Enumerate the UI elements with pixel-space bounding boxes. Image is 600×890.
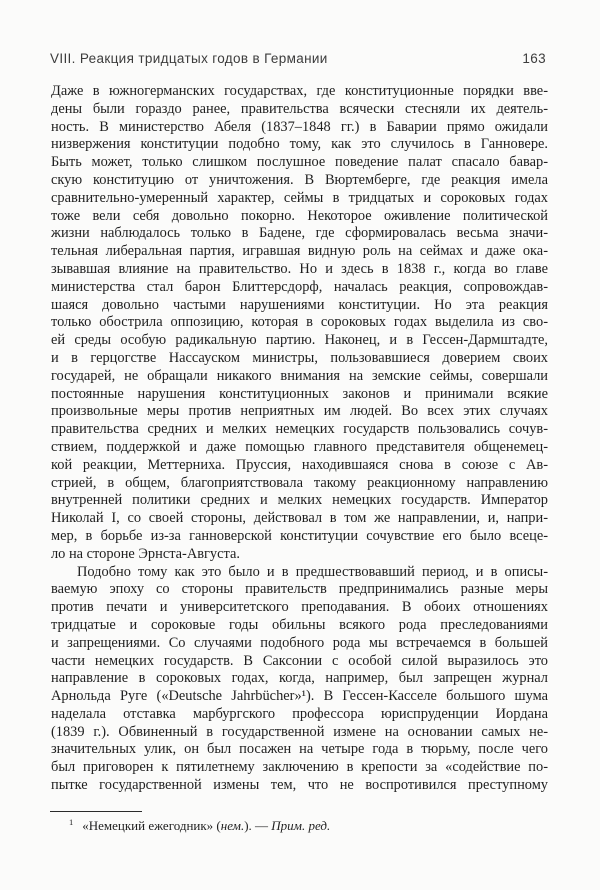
text-line: был приговорен к пятилетнему заключению в крепости за «содействие по- [51, 759, 548, 776]
text-line: Арнольда Руге («Deutsche Jahrbücher»¹). В Гессен-Касселе большого шума [51, 688, 548, 705]
text-line: наделала отставка марбургского профессора юриспруденции Иордана [51, 705, 548, 722]
footnote [51, 818, 548, 834]
text-line: ствием, поддержкой и даже помощью главного представителя общенемец- [51, 438, 548, 455]
text-line: значительных улик, он был посажен на четыре года в тюрьму, после чего [51, 741, 548, 758]
text-line: постоянные нарушения конституционных законов и принимали всякие [51, 385, 548, 402]
text-line: тоже вели себя довольно покорно. Некоторое оживление политической [51, 207, 548, 224]
body-text [51, 83, 548, 795]
text-line: Николай I, со своей стороны, действовал в том же направлении, и, напри- [51, 510, 548, 527]
footnote-text [82, 818, 330, 833]
text-line: только обострила оппозицию, которая в сороковых годах выделила из сво- [51, 314, 548, 331]
text-line: низвержения конституции подобно тому, как это случилось в Ганновере. [51, 136, 548, 153]
text-line: (1839 г.). Обвиненный в государственной измене на основании самых не- [51, 723, 548, 740]
text-line: ность. В министерство Абеля (1837–1848 гг.) в Баварии прямо ожидали [51, 118, 548, 135]
footnote-italic-run: Прим. ред. [271, 818, 331, 833]
text-line: тридцатые и сороковые годы обильны всякого рода преследованиями [51, 616, 548, 633]
footnote-separator [50, 811, 142, 812]
text-line: внутренней политики средних и мелких немецких государств. Император [51, 492, 548, 509]
text-line: направление в сороковых годах, когда, например, был запрещен журнал [51, 670, 548, 687]
running-header [50, 51, 546, 66]
footnote-plain-run: «Немецкий ежегодник» ( [82, 818, 221, 833]
running-title: VIII. Реакция тридцатых годов в Германии [50, 51, 328, 66]
text-line: части немецких государств. В Саксонии с особой силой выразилось это [51, 652, 548, 669]
text-line: правительства средних и мелких немецких государств пользовались сочув- [51, 421, 548, 438]
text-line: сравнительно-умеренный характер, сеймы в тридцатых и сороковых годах [51, 189, 548, 206]
page-number: 163 [522, 51, 546, 66]
text-line: дены были гораздо ранее, правительства всячески стесняли их деятель- [51, 100, 548, 117]
text-line: кой реакции, Меттерниха. Пруссия, находившаяся снова в союзе с Ав- [51, 456, 548, 473]
paragraph [51, 564, 548, 795]
text-line: ей среды особую радикальную партию. Наконец, и в Гессен-Дармштадте, [51, 332, 548, 349]
text-line: жизни наблюдалось только в Бадене, где сформировалась весьма значи- [51, 225, 548, 242]
text-line: Даже в южногерманских государствах, где конституционные порядки вве- [51, 83, 548, 99]
text-line: государей, не обращали никакого внимания на земские сеймы, совершали [51, 367, 548, 384]
text-line: пытке государственной измены тем, что не воспротивился преступному [51, 777, 548, 794]
text-line: произвольные меры против неприятных им людей. Во всех этих случаях [51, 403, 548, 420]
text-line: Подобно тому как это было и в предшествовавший период, и в описы- [77, 563, 548, 580]
text-line: мер, в борьбе из-за ганноверской конституции сочувствие его было всеце- [51, 527, 548, 544]
text-line: и запрещениями. Со случаями подобного рода мы встречаемся в большей [51, 634, 548, 651]
text-line: тельная либеральная партия, игравшая видную роль на сеймах и даже ока- [51, 243, 548, 260]
text-line: и в герцогстве Нассауском министры, пользовавшиеся доверием своих [51, 349, 548, 366]
text-line: зывавшая влияние на правительство. Но и здесь в 1838 г., когда во главе [51, 260, 548, 277]
text-line: Быть может, только слишком послушное поведение палат спасало бавар- [51, 154, 548, 171]
footnote-marker: 1 [69, 816, 74, 827]
text-line: ваемую эпоху со стороны правительств предпринимались разные меры [51, 581, 548, 598]
text-line: стрией, в общем, благоприятствовала такому реакционному направлению [51, 474, 548, 491]
footnote-plain-run: ). — [244, 818, 272, 833]
footnote-italic-run: нем. [220, 818, 245, 833]
text-line: скую конституцию от уничтожения. В Вюртемберге, где реакция имела [51, 171, 548, 188]
text-line: ло на стороне Эрнста-Августа. [51, 545, 240, 562]
text-line: министерства стал барон Блиттерсдорф, началась реакция, сопровождав- [51, 278, 548, 295]
text-line: против печати и университетского преподавания. В обоих отношениях [51, 599, 548, 616]
paragraph [51, 83, 548, 564]
text-line: шаяся довольно частыми нарушениями конституции. Но эта реакция [51, 296, 548, 313]
